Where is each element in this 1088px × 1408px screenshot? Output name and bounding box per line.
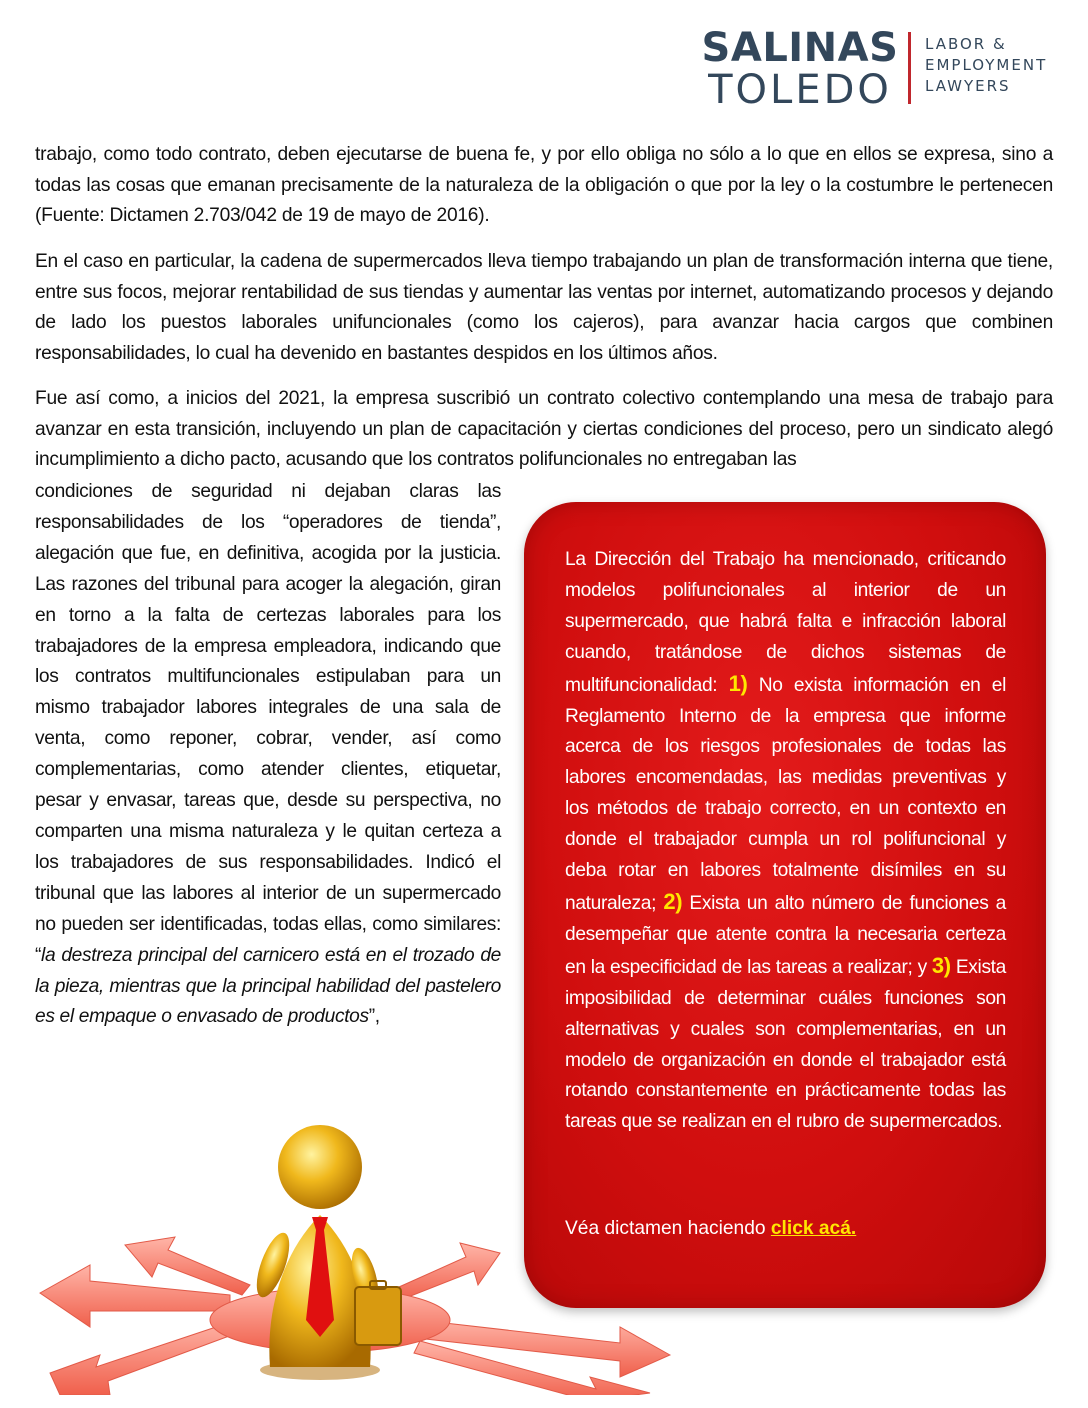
logo-tagline-line2: EMPLOYMENT — [925, 56, 1048, 74]
paragraph-3: Fue así como, a inicios del 2021, la empresa suscribió un contrato colectivo contemplando una mesa de trabajo para avanzar en esta transición, incluyendo un plan de capacitación y ciertas condiciones del proceso, pero un sindicato alegó incumplimiento a dicho pacto, acusando que los contratos polifuncionales no entregaban las — [35, 388, 1053, 471]
paragraph-1: trabajo, como todo contrato, deben ejecutarse de buena fe, y por ello obliga no sólo a lo que en ellos se expresa, sino a todas las cosas que emanan precisamente de la naturaleza de la obligación o que por la ley o la costumbre le pertenecen (Fuente: Dictamen 2.703/042 de 19 de mayo de 2016). — [35, 144, 1053, 227]
firm-logo — [696, 25, 1066, 113]
point-text-3: Exista imposibilidad de determinar cuáles funciones son alternativas y cuales son complementarias, en un modelo de organización en donde el trabajador está rotando constantemente en prácticamente todas las tareas que se realizan en el rubro de supermercados. — [565, 956, 1006, 1133]
logo-tagline — [925, 34, 1047, 97]
point-text-1: No exista información en el Reglamento Interno de la empresa que informe acerca de los riesgos profesionales de todas las labores encomendadas, las medidas preventivas y los métodos de trabajo correcto, en un contexto en donde el trabajador cumpla un rol polifuncional y deba rotar en labores totalmente disímiles en su naturaleza; — [565, 674, 1006, 914]
logo-tagline-line1: LABOR & — [925, 35, 1007, 53]
callout-intro: La Dirección del Trabajo ha mencionado, criticando modelos polifuncionales al interior de un supermercado, que habrá falta e infracción laboral cuando, tratándose de dichos sistemas de multifuncionalidad: — [565, 549, 1006, 696]
left-column-text — [35, 477, 501, 1033]
paragraph-2: En el caso en particular, la cadena de supermercados lleva tiempo trabajando un plan de transformación interna que tiene, entre sus focos, mejorar rentabilidad de sus tiendas y aumentar las ventas por internet, automatizando procesos y dejando de lado los puestos laborales unifuncionales (como los cajeros), para avanzar hacia cargos que combinen responsabilidades, lo cual ha devenido en bastantes despidos en los últimos años. — [35, 251, 1053, 364]
point-number-2: 2) — [663, 888, 683, 914]
dictamen-link[interactable]: click acá. — [770, 1218, 857, 1239]
link-prefix: Véa dictamen haciendo — [565, 1218, 771, 1239]
callout-text — [565, 545, 1006, 1138]
gold-businessman-figure-icon — [250, 1125, 401, 1380]
logo-tagline-line3: LAWYERS — [925, 77, 1011, 95]
point-number-3: 3) — [931, 952, 951, 978]
court-quote: la destreza principal del carnicero está en el trozado de la pieza, mientras que la principal habilidad del pastelero es el empaque o envasado de productos — [35, 944, 501, 1028]
logo-name-line1: SALINAS — [701, 25, 899, 71]
illustration — [30, 1105, 680, 1395]
point-text-2: Exista un alto número de funciones a desempeñar que atente contra la necesaria certeza en la especificidad de las tareas a realizar; y — [565, 892, 1006, 978]
left-column-body: condiciones de seguridad ni dejaban claras las responsabilidades de los “operadores de tienda”, alegación que fue, en definitiva, acogida por la justicia. Las razones del tribunal para acoger la alegación, giran en torno a la falta de certezas laborales para los trabajadores de la empresa empleadora, indicando que los contratos multifuncionales estipulaban para un mismo trabajador labores integrales de una sala de venta, como reponer, cobrar, vender, así como complementarias, como atender clientes, etiquetar, pesar y envasar, tareas que, desde su perspectiva, no comparten una misma naturaleza y le quitan certeza a los trabajadores de sus responsabilidades. Indicó el tribunal que las labores al interior de un supermercado no pueden ser identificadas, todas ellas, como similares: “ — [35, 481, 501, 966]
logo-name-line2: TOLEDO — [708, 67, 892, 113]
point-number-1: 1) — [728, 670, 748, 696]
quote-close: ”, — [368, 1006, 380, 1028]
logo-wordmark — [696, 25, 904, 113]
logo-divider — [908, 32, 911, 104]
